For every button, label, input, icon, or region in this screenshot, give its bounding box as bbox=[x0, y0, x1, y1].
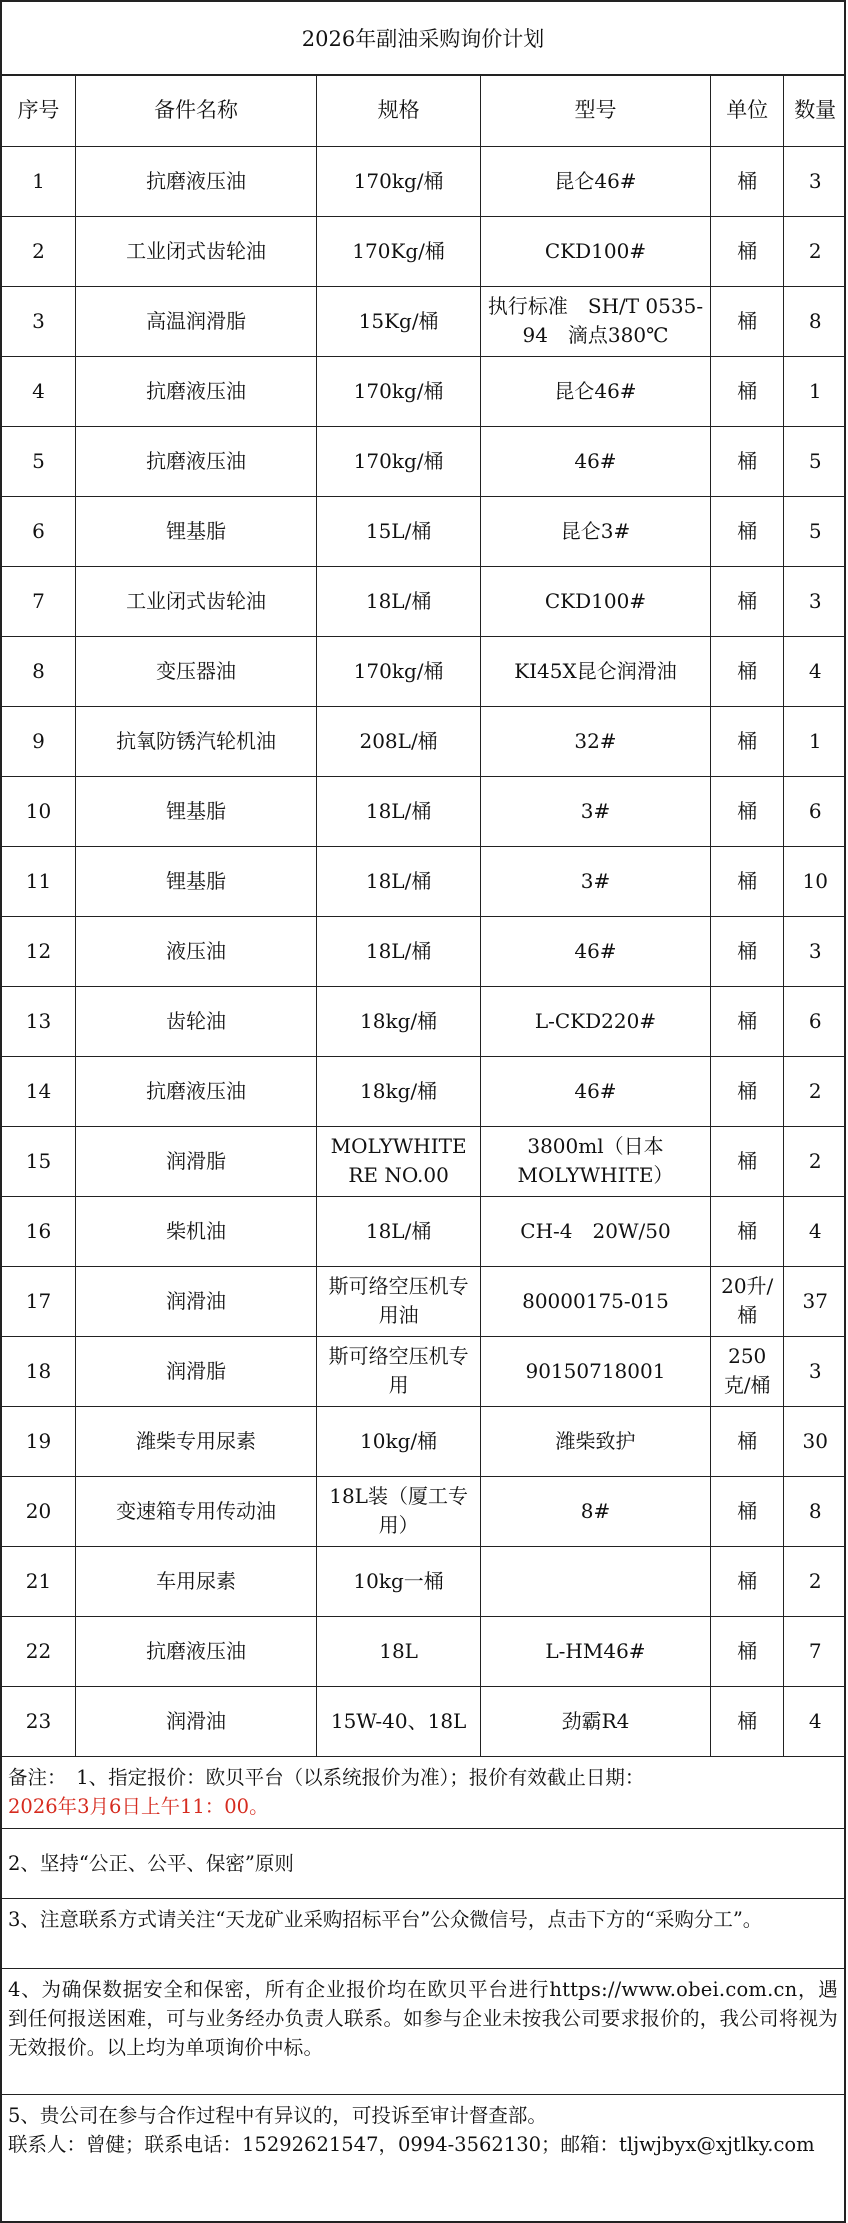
row-qty: 6 bbox=[784, 986, 846, 1056]
table-row bbox=[2, 566, 846, 636]
row-spec: 10kg一桶 bbox=[317, 1546, 481, 1616]
row-model: 执行标准 SH/T 0535-94 滴点380℃ bbox=[480, 286, 710, 356]
row-name: 变压器油 bbox=[75, 636, 316, 706]
inquiry-table bbox=[2, 76, 846, 1757]
table-row bbox=[2, 1616, 846, 1686]
row-spec: 18L/桶 bbox=[317, 1196, 481, 1266]
row-unit: 桶 bbox=[711, 636, 784, 706]
table-row bbox=[2, 1336, 846, 1406]
row-unit: 桶 bbox=[711, 216, 784, 286]
row-qty: 3 bbox=[784, 146, 846, 216]
row-qty: 7 bbox=[784, 1616, 846, 1686]
note-1-deadline: 2026年3月6日上午11：00。 bbox=[8, 1794, 269, 1818]
table-row bbox=[2, 916, 846, 986]
row-name: 液压油 bbox=[75, 916, 316, 986]
row-qty: 3 bbox=[784, 1336, 846, 1406]
row-model: 32# bbox=[480, 706, 710, 776]
row-name: 润滑油 bbox=[75, 1266, 316, 1336]
row-name: 锂基脂 bbox=[75, 496, 316, 566]
row-no: 17 bbox=[2, 1266, 75, 1336]
row-model: L-CKD220# bbox=[480, 986, 710, 1056]
row-no: 12 bbox=[2, 916, 75, 986]
table-row bbox=[2, 846, 846, 916]
table-row bbox=[2, 496, 846, 566]
row-spec: 15Kg/桶 bbox=[317, 286, 481, 356]
row-spec: 18L/桶 bbox=[317, 776, 481, 846]
row-spec: 170kg/桶 bbox=[317, 636, 481, 706]
row-qty: 37 bbox=[784, 1266, 846, 1336]
row-spec: 18kg/桶 bbox=[317, 986, 481, 1056]
row-unit: 桶 bbox=[711, 566, 784, 636]
row-unit: 桶 bbox=[711, 1476, 784, 1546]
row-name: 润滑油 bbox=[75, 1686, 316, 1756]
row-model: 潍柴致护 bbox=[480, 1406, 710, 1476]
row-qty: 2 bbox=[784, 1546, 846, 1616]
row-model: 90150718001 bbox=[480, 1336, 710, 1406]
row-model: 3# bbox=[480, 776, 710, 846]
row-spec: 18L/桶 bbox=[317, 846, 481, 916]
note-1-text: 备注： 1、指定报价：欧贝平台（以系统报价为准）；报价有效截止日期： bbox=[8, 1765, 645, 1789]
row-unit: 桶 bbox=[711, 1196, 784, 1266]
table-row bbox=[2, 426, 846, 496]
row-spec: 170kg/桶 bbox=[317, 356, 481, 426]
row-qty: 3 bbox=[784, 916, 846, 986]
notes-section bbox=[2, 1757, 844, 2223]
row-name: 变速箱专用传动油 bbox=[75, 1476, 316, 1546]
row-no: 3 bbox=[2, 286, 75, 356]
row-no: 16 bbox=[2, 1196, 75, 1266]
note-5-contact: 联系人：曾健；联系电话：15292621547，0994-3562130；邮箱：tljwjbyx@xjtlky.com bbox=[8, 2132, 815, 2156]
row-spec: 18L/桶 bbox=[317, 916, 481, 986]
note-4: 4、为确保数据安全和保密，所有企业报价均在欧贝平台进行https://www.obei.com.cn，遇到任何报送困难，可与业务经办负责人联系。如参与企业未按我公司要求报价的，我公司将视为无效报价。以上均为单项询价中标。 bbox=[2, 1969, 844, 2095]
row-spec: 15W-40、18L bbox=[317, 1686, 481, 1756]
row-spec: 斯可络空压机专用 bbox=[317, 1336, 481, 1406]
row-no: 9 bbox=[2, 706, 75, 776]
table-row bbox=[2, 146, 846, 216]
row-spec: 斯可络空压机专用油 bbox=[317, 1266, 481, 1336]
note-2-text: 2、坚持“公正、公平、保密”原则 bbox=[8, 1851, 294, 1875]
row-name: 柴机油 bbox=[75, 1196, 316, 1266]
header-qty: 数量 bbox=[784, 76, 846, 146]
header-name: 备件名称 bbox=[75, 76, 316, 146]
row-qty: 4 bbox=[784, 636, 846, 706]
row-unit: 桶 bbox=[711, 496, 784, 566]
row-name: 润滑脂 bbox=[75, 1336, 316, 1406]
row-model: 80000175-015 bbox=[480, 1266, 710, 1336]
row-model: CKD100# bbox=[480, 216, 710, 286]
row-unit: 桶 bbox=[711, 1056, 784, 1126]
row-no: 23 bbox=[2, 1686, 75, 1756]
row-model: 3800ml（日本MOLYWHITE） bbox=[480, 1126, 710, 1196]
row-unit: 250克/桶 bbox=[711, 1336, 784, 1406]
row-qty: 10 bbox=[784, 846, 846, 916]
row-unit: 20升/桶 bbox=[711, 1266, 784, 1336]
row-spec: 10kg/桶 bbox=[317, 1406, 481, 1476]
row-unit: 桶 bbox=[711, 426, 784, 496]
row-spec: 170Kg/桶 bbox=[317, 216, 481, 286]
row-model: KI45X昆仑润滑油 bbox=[480, 636, 710, 706]
row-model: CH-4 20W/50 bbox=[480, 1196, 710, 1266]
header-model: 型号 bbox=[480, 76, 710, 146]
row-model: 昆仑46# bbox=[480, 146, 710, 216]
row-qty: 30 bbox=[784, 1406, 846, 1476]
row-no: 13 bbox=[2, 986, 75, 1056]
row-spec: 208L/桶 bbox=[317, 706, 481, 776]
row-name: 抗磨液压油 bbox=[75, 1056, 316, 1126]
row-spec: 170kg/桶 bbox=[317, 146, 481, 216]
row-spec: 170kg/桶 bbox=[317, 426, 481, 496]
row-no: 15 bbox=[2, 1126, 75, 1196]
table-row bbox=[2, 1056, 846, 1126]
header-no: 序号 bbox=[2, 76, 75, 146]
row-no: 10 bbox=[2, 776, 75, 846]
row-unit: 桶 bbox=[711, 986, 784, 1056]
row-model bbox=[480, 1546, 710, 1616]
row-model: 3# bbox=[480, 846, 710, 916]
row-unit: 桶 bbox=[711, 146, 784, 216]
row-name: 潍柴专用尿素 bbox=[75, 1406, 316, 1476]
row-model: 8# bbox=[480, 1476, 710, 1546]
row-model: 昆仑3# bbox=[480, 496, 710, 566]
header-spec: 规格 bbox=[317, 76, 481, 146]
row-no: 6 bbox=[2, 496, 75, 566]
row-spec: 18kg/桶 bbox=[317, 1056, 481, 1126]
row-qty: 4 bbox=[784, 1686, 846, 1756]
row-qty: 2 bbox=[784, 1126, 846, 1196]
row-unit: 桶 bbox=[711, 916, 784, 986]
row-name: 抗磨液压油 bbox=[75, 146, 316, 216]
table-row bbox=[2, 636, 846, 706]
row-unit: 桶 bbox=[711, 1126, 784, 1196]
row-unit: 桶 bbox=[711, 1546, 784, 1616]
row-unit: 桶 bbox=[711, 286, 784, 356]
row-model: 46# bbox=[480, 1056, 710, 1126]
row-no: 18 bbox=[2, 1336, 75, 1406]
table-row bbox=[2, 986, 846, 1056]
table-row bbox=[2, 1686, 846, 1756]
table-row bbox=[2, 776, 846, 846]
row-unit: 桶 bbox=[711, 706, 784, 776]
row-no: 20 bbox=[2, 1476, 75, 1546]
row-model: 劲霸R4 bbox=[480, 1686, 710, 1756]
row-no: 4 bbox=[2, 356, 75, 426]
row-model: L-HM46# bbox=[480, 1616, 710, 1686]
table-row bbox=[2, 1546, 846, 1616]
row-spec: 18L bbox=[317, 1616, 481, 1686]
row-spec: 18L装（厦工专用） bbox=[317, 1476, 481, 1546]
row-name: 齿轮油 bbox=[75, 986, 316, 1056]
row-qty: 4 bbox=[784, 1196, 846, 1266]
row-name: 工业闭式齿轮油 bbox=[75, 566, 316, 636]
table-header-row bbox=[2, 76, 846, 146]
row-name: 高温润滑脂 bbox=[75, 286, 316, 356]
row-unit: 桶 bbox=[711, 1616, 784, 1686]
table-row bbox=[2, 1406, 846, 1476]
note-5-line1: 5、贵公司在参与合作过程中有异议的，可投诉至审计督查部。 bbox=[8, 2103, 547, 2127]
table-body bbox=[2, 146, 846, 1756]
row-qty: 2 bbox=[784, 1056, 846, 1126]
row-unit: 桶 bbox=[711, 356, 784, 426]
row-model: 46# bbox=[480, 426, 710, 496]
row-name: 锂基脂 bbox=[75, 776, 316, 846]
table-row bbox=[2, 1126, 846, 1196]
row-unit: 桶 bbox=[711, 1406, 784, 1476]
row-qty: 1 bbox=[784, 356, 846, 426]
row-no: 11 bbox=[2, 846, 75, 916]
row-name: 锂基脂 bbox=[75, 846, 316, 916]
note-1 bbox=[2, 1757, 844, 1829]
row-model: 46# bbox=[480, 916, 710, 986]
row-name: 抗磨液压油 bbox=[75, 356, 316, 426]
row-unit: 桶 bbox=[711, 1686, 784, 1756]
row-spec: MOLYWHITE RE NO.00 bbox=[317, 1126, 481, 1196]
row-spec: 18L/桶 bbox=[317, 566, 481, 636]
row-name: 抗磨液压油 bbox=[75, 1616, 316, 1686]
sheet-title: 2026年副油采购询价计划 bbox=[2, 2, 844, 76]
header-unit: 单位 bbox=[711, 76, 784, 146]
note-3: 3、注意联系方式请关注“天龙矿业采购招标平台”公众微信号，点击下方的“采购分工”。 bbox=[2, 1899, 844, 1969]
row-no: 7 bbox=[2, 566, 75, 636]
table-row bbox=[2, 1476, 846, 1546]
row-no: 5 bbox=[2, 426, 75, 496]
table-row bbox=[2, 1196, 846, 1266]
row-no: 21 bbox=[2, 1546, 75, 1616]
row-qty: 5 bbox=[784, 496, 846, 566]
table-row bbox=[2, 1266, 846, 1336]
table-row bbox=[2, 706, 846, 776]
row-no: 19 bbox=[2, 1406, 75, 1476]
row-qty: 8 bbox=[784, 1476, 846, 1546]
row-qty: 3 bbox=[784, 566, 846, 636]
row-no: 22 bbox=[2, 1616, 75, 1686]
row-qty: 1 bbox=[784, 706, 846, 776]
note-2 bbox=[2, 1829, 844, 1899]
table-row bbox=[2, 356, 846, 426]
row-name: 润滑脂 bbox=[75, 1126, 316, 1196]
row-no: 1 bbox=[2, 146, 75, 216]
row-model: 昆仑46# bbox=[480, 356, 710, 426]
row-name: 抗磨液压油 bbox=[75, 426, 316, 496]
row-qty: 5 bbox=[784, 426, 846, 496]
row-qty: 8 bbox=[784, 286, 846, 356]
table-row bbox=[2, 216, 846, 286]
note-5 bbox=[2, 2095, 844, 2223]
row-no: 14 bbox=[2, 1056, 75, 1126]
row-no: 2 bbox=[2, 216, 75, 286]
row-spec: 15L/桶 bbox=[317, 496, 481, 566]
row-unit: 桶 bbox=[711, 776, 784, 846]
row-unit: 桶 bbox=[711, 846, 784, 916]
row-model: CKD100# bbox=[480, 566, 710, 636]
row-qty: 2 bbox=[784, 216, 846, 286]
row-name: 工业闭式齿轮油 bbox=[75, 216, 316, 286]
row-qty: 6 bbox=[784, 776, 846, 846]
row-name: 抗氧防锈汽轮机油 bbox=[75, 706, 316, 776]
row-name: 车用尿素 bbox=[75, 1546, 316, 1616]
row-no: 8 bbox=[2, 636, 75, 706]
table-row bbox=[2, 286, 846, 356]
